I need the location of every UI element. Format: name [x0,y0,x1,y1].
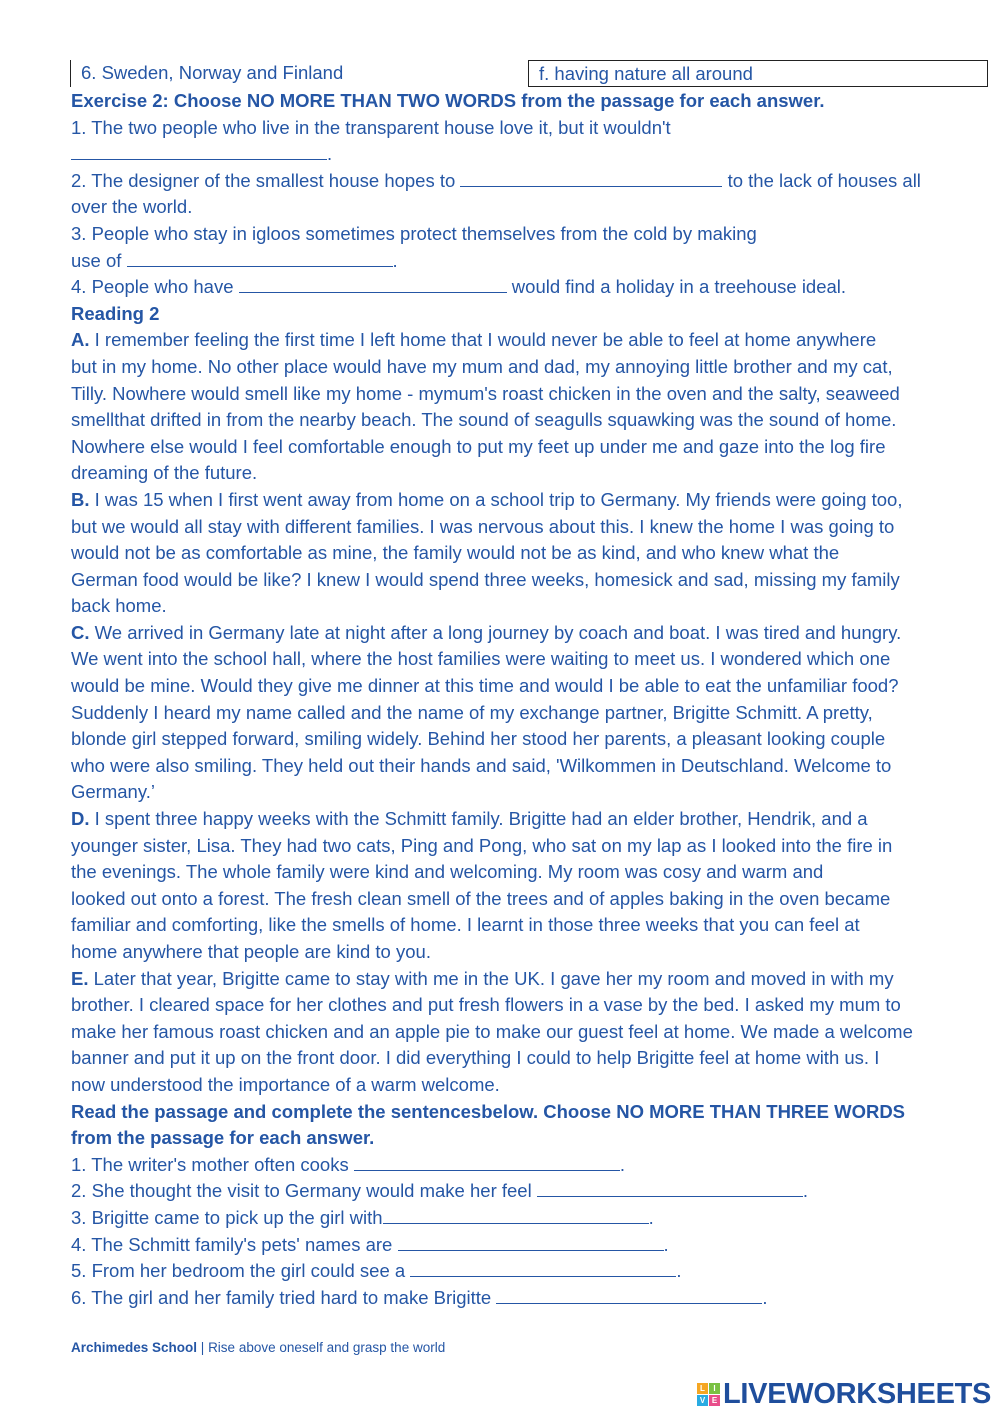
exercise-2-q1-line2: . [71,141,987,168]
reading-passage [71,327,987,1098]
paragraph-letter: E. [71,967,89,989]
reading-2-title: Reading 2 [71,302,160,324]
passage-line: We went into the school hall, where the host families were waiting to meet us. I wondered which one [71,648,891,670]
logo-tile: V [697,1395,708,1406]
passage-line: Nowhere else would I feel comfortable enough to put my feet up under me and gaze into the log fire [71,435,886,457]
passage-line: the evenings. The whole family were kind and welcoming. My room was cosy and warm and [71,861,824,883]
worksheet-content [71,88,987,1311]
passage-line: A. I remember feeling the first time I left home that I would never be able to feel at home anywhere [71,329,877,351]
passage-line: blonde girl stepped forward, smiling widely. Behind her stood her parents, a pleasant looking couple [71,728,886,750]
liveworksheets-logo-icon [697,1383,720,1406]
footer-tagline: Rise above oneself and grasp the world [208,1340,446,1355]
passage-line: would not be as comfortable as mine, the family would not be as kind, and who knew what the [71,542,840,564]
passage-line: familiar and comforting, like the smells of home. I learnt in those three weeks that you can feel at [71,914,860,936]
paragraph-letter: C. [71,621,90,643]
exercise-2-q2-line1: 2. The designer of the smallest house hopes to to the lack of houses all [71,169,921,191]
passage-line: Germany.’ [71,781,155,803]
answer-blank-ex2-q3[interactable] [127,249,393,267]
matching-table-row [70,60,988,87]
task-question-5: 5. From her bedroom the girl could see a . [71,1260,682,1282]
answer-blank-task-q4[interactable] [398,1233,664,1251]
exercise-2-title: Exercise 2: Choose NO MORE THAN TWO WORDS from the passage for each answer. [71,90,825,111]
matching-right-cell: f. having nature all around [528,60,988,87]
liveworksheets-logo-text: LIVEWORKSHEETS [723,1377,992,1410]
footer-separator: | [197,1340,209,1355]
passage-line: smellthat drifted in from the nearby beach. The sound of seagulls squawking was the sound of home. [71,409,897,431]
passage-line: who were also smiling. They held out their hands and said, 'Wilkommen in Deutschland. Welcome to [71,754,892,776]
passage-line: dreaming of the future. [71,462,258,484]
task-question-6: 6. The girl and her family tried hard to make Brigitte . [71,1286,768,1308]
task-questions [71,1152,987,1312]
passage-line: D. I spent three happy weeks with the Schmitt family. Brigitte had an elder brother, Hendrik, and a [71,808,868,830]
exercise-2-q1-line1: 1. The two people who live in the transparent house love it, but it wouldn't [71,116,671,138]
answer-blank-task-q3[interactable] [383,1206,649,1224]
answer-blank-ex2-q4[interactable] [239,275,507,293]
answer-blank-task-q1[interactable] [354,1153,620,1171]
exercise-2-q4: 4. People who have would find a holiday in a treehouse ideal. [71,276,847,298]
exercise-2-q3-line2: use of . [71,249,398,271]
paragraph-letter: A. [71,329,90,351]
task-question-4: 4. The Schmitt family's pets' names are . [71,1233,669,1255]
passage-line: brother. I cleared space for her clothes and put fresh flowers in a vase by the bed. I asked my mum to [71,994,901,1016]
task-question-3: 3. Brigitte came to pick up the girl with . [71,1206,654,1228]
passage-line: Suddenly I heard my name called and the name of my exchange partner, Brigitte Schmitt. A pretty, [71,701,873,723]
passage-line: back home. [71,595,167,617]
logo-tile: E [709,1395,720,1406]
footer [71,1340,445,1355]
passage-line: looked out onto a forest. The fresh clean smell of the trees and of apples baking in the oven became [71,887,891,909]
passage-line: banner and put it up on the front door. I did everything I could to help Brigitte feel at home with us. I [71,1047,880,1069]
answer-blank-ex2-q1[interactable] [71,142,327,160]
passage-line: but in my home. No other place would have my mum and dad, my annoying little brother and my cat, [71,355,893,377]
passage-line: home anywhere that people are kind to you. [71,941,431,962]
exercise-2-q3-line1: 3. People who stay in igloos sometimes protect themselves from the cold by making [71,222,757,244]
liveworksheets-logo [697,1378,991,1410]
passage-line: Tilly. Nowhere would smell like my home - mymum's roast chicken in the oven and the salty, seaweed [71,382,900,404]
matching-left-cell: 6. Sweden, Norway and Finland [70,60,528,87]
passage-line: would be mine. Would they give me dinner at this time and would I be able to eat the unfamiliar food? [71,675,899,697]
answer-blank-task-q2[interactable] [537,1179,803,1197]
passage-line: German food would be like? I knew I would spend three weeks, homesick and sad, missing my family [71,568,900,590]
passage-line: younger sister, Lisa. They had two cats, Ping and Pong, who sat on my lap as I looked into the fire in [71,834,893,856]
passage-line: B. I was 15 when I first went away from home on a school trip to Germany. My friends were going too, [71,488,903,510]
passage-line: but we would all stay with different families. I was nervous about this. I knew the home I was going to [71,515,895,537]
task-title-line2: from the passage for each answer. [71,1127,375,1149]
passage-line: now understood the importance of a warm welcome. [71,1073,500,1095]
answer-blank-ex2-q2[interactable] [460,169,722,187]
passage-line: E. Later that year, Brigitte came to stay with me in the UK. I gave her my room and moved in with my [71,967,894,989]
logo-tile: I [709,1383,720,1394]
footer-school-name: Archimedes School [71,1340,198,1355]
answer-blank-task-q5[interactable] [410,1259,676,1277]
answer-blank-task-q6[interactable] [496,1286,762,1304]
task-title-line1: Read the passage and complete the sentencesbelow. Choose NO MORE THAN THREE WORDS [71,1100,906,1122]
passage-line: C. We arrived in Germany late at night after a long journey by coach and boat. I was tired and hungry. [71,621,902,643]
paragraph-letter: D. [71,808,90,830]
exercise-2-q2-line2: over the world. [71,196,193,218]
task-question-1: 1. The writer's mother often cooks . [71,1153,626,1175]
logo-tile: L [697,1383,708,1394]
paragraph-letter: B. [71,488,90,510]
passage-line: make her famous roast chicken and an apple pie to make our guest feel at home. We made a welcome [71,1020,913,1042]
task-question-2: 2. She thought the visit to Germany would make her feel . [71,1180,808,1202]
